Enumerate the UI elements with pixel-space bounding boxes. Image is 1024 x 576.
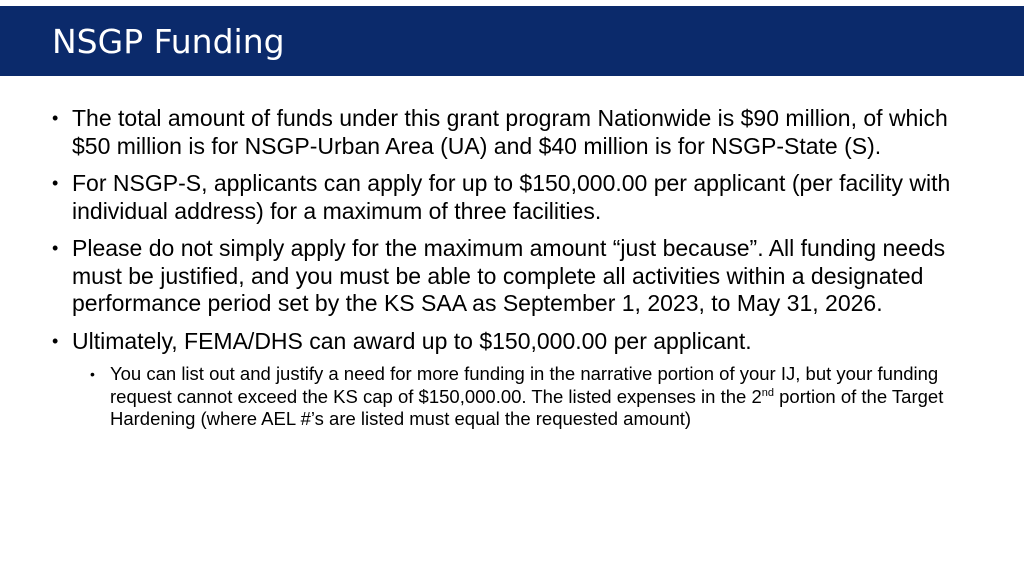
bullet-text-3: Please do not simply apply for the maximum amount “just because”. All funding needs must be justified, and you must be able to complete all activities within a designated performance period set by the KS SAA as September 1, 2023, to May 31, 2026. <box>72 235 946 316</box>
title-bar <box>0 6 1024 76</box>
sub-bullet-marker: • <box>90 366 95 382</box>
bullet-list <box>48 105 988 431</box>
bullet-marker: • <box>52 173 59 193</box>
bullet-marker: • <box>52 330 59 351</box>
sub-bullet-item <box>86 363 988 431</box>
bullet-text-2: For NSGP-S, applicants can apply for up to $150,000.00 per applicant (per facility with individual address) for a maximum of three facilities. <box>72 170 951 224</box>
bullet-item-4 <box>48 328 988 356</box>
bullet-item-1 <box>48 105 988 160</box>
bullet-item-2 <box>48 170 988 225</box>
slide-title: NSGP Funding <box>52 22 285 61</box>
bullet-text-1: The total amount of funds under this grant program Nationwide is $90 million, of which $50 million is for NSGP-Urban Area (UA) and $40 million is for NSGP-State (S). <box>72 105 948 159</box>
bullet-item-3 <box>48 235 988 318</box>
sub-bullet-text-part2: portion of the Target Hardening (where AEL #’s are listed must equal the requested amount) <box>110 385 944 429</box>
sub-bullet-superscript: nd <box>761 386 774 399</box>
bullet-marker: • <box>52 108 59 128</box>
bullet-text-4: Ultimately, FEMA/DHS can award up to $150,000.00 per applicant. <box>72 327 752 354</box>
bullet-marker: • <box>52 238 59 258</box>
sub-bullet-text-part1: You can list out and justify a need for more funding in the narrative portion of your IJ, but your funding request cannot exceed the KS cap of $150,000.00. The listed expenses in the 2 <box>110 363 939 407</box>
